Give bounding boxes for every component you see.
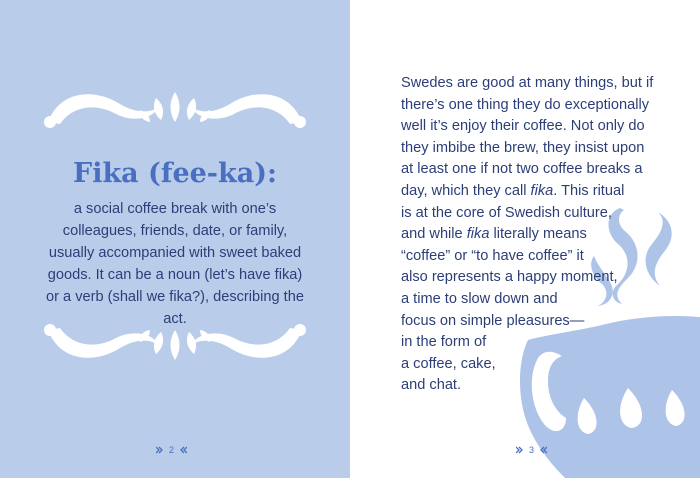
body-paragraph: [401, 73, 671, 397]
paragraph-line: a time to slow down and: [401, 290, 558, 307]
paragraph-line: well it’s enjoy their coffee. Not only do: [401, 118, 645, 135]
italic-term: fika: [466, 226, 490, 243]
line-part: day, which they call: [401, 182, 531, 199]
paragraph-line: they imbibe the brew, they insist upon: [401, 139, 645, 156]
paragraph-line: “coffee” or “to have coffee” it: [401, 247, 584, 264]
folio-arrow-left-icon: [538, 446, 547, 454]
paragraph-line: is at the core of Swedish culture,: [401, 204, 612, 221]
line-part: and while: [401, 226, 467, 243]
folio-arrow-left-icon: [178, 446, 187, 454]
paragraph-line: and chat.: [401, 377, 462, 394]
paragraph-line: a coffee, cake,: [401, 355, 496, 372]
paragraph-line: also represents a happy moment,: [401, 269, 618, 286]
page-number-text: 2: [169, 445, 175, 455]
paragraph-line-mixed: [401, 224, 671, 246]
paragraph-line: at least one if not two coffee breaks a: [401, 161, 643, 178]
ornament-bottom-icon: [40, 318, 310, 370]
paragraph-line: focus on simple pleasures—: [401, 312, 585, 329]
italic-term: fika: [530, 182, 554, 199]
right-page: [350, 0, 700, 478]
page-number-right: [516, 445, 547, 455]
paragraph-line: in the form of: [401, 334, 487, 351]
line-part: . This ritual: [553, 182, 625, 199]
paragraph-line: Swedes are good at many things, but if: [401, 75, 654, 91]
ornament-top-icon: [40, 82, 310, 134]
page-number-text: 3: [529, 445, 535, 455]
paragraph-line-mixed: [401, 181, 671, 203]
folio-arrow-right-icon: [156, 446, 165, 454]
term-definition: a social coffee break with one’s colleagues, friends, date, or family, usually accompanied with sweet baked goods. It can be a noun (let’s have fika) or a verb (shall we fika?), describing the act.: [46, 201, 304, 327]
folio-arrow-right-icon: [516, 446, 525, 454]
paragraph-line: there’s one thing they do exceptionally: [401, 96, 649, 113]
term-heading: Fika (fee-ka):: [73, 158, 277, 189]
page-number-left: [156, 445, 187, 455]
line-part: literally means: [489, 226, 587, 243]
